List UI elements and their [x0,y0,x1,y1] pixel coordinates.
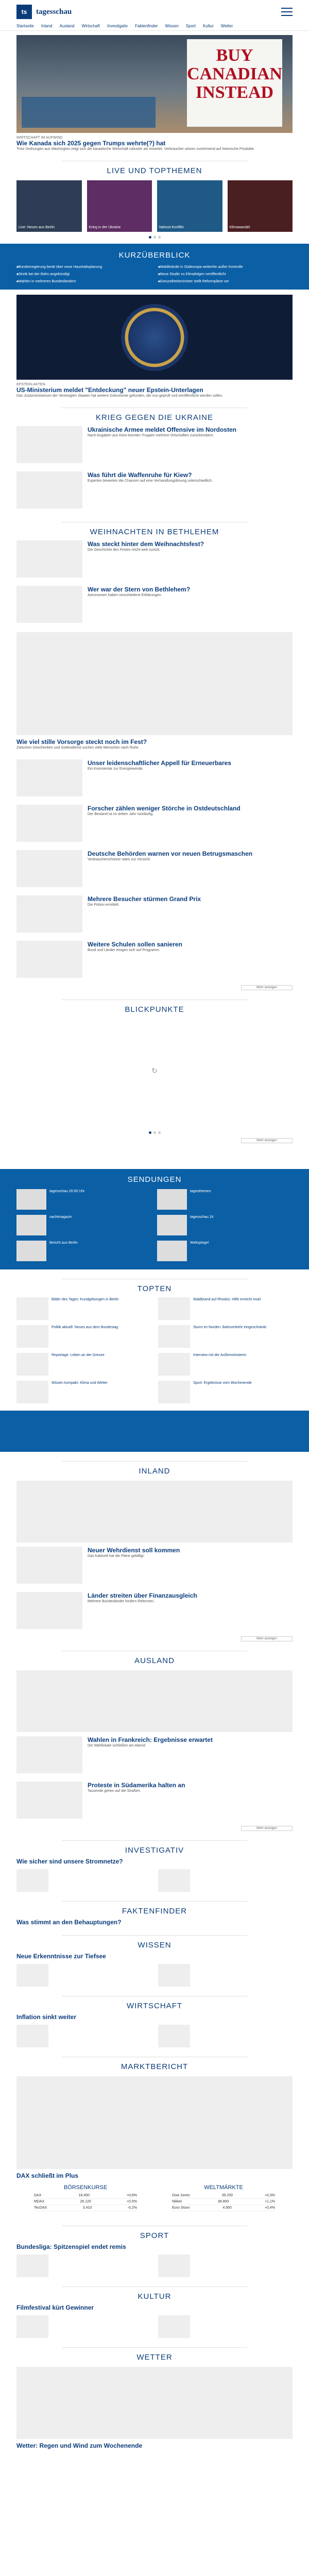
section-lead[interactable]: Wie sicher sind unsere Stromnetze? [16,1858,123,1865]
seal-image[interactable] [16,295,293,380]
section-title: BLICKPUNKTE [125,1005,184,1014]
item-title[interactable]: Weitere Schulen sollen sanieren [88,941,182,948]
video-card[interactable] [158,2255,293,2277]
nav-item[interactable]: Inland [41,24,53,28]
hero-title[interactable]: Wie Kanada sich 2025 gegen Trumps wehrte(?) hat [16,140,166,147]
site-header [0,0,309,24]
nav-item[interactable]: Sport [185,24,196,28]
blickpunkte-loading [0,1014,309,1127]
carousel-dots[interactable] [0,1131,309,1134]
kurz-item[interactable]: ■ Streik bei der Bahn angekündigt [16,272,151,277]
krieg-head [0,398,309,422]
item-title[interactable]: Mehrere Besucher stürmen Grand Prix [88,895,201,903]
section-title: MARKTBERICHT [121,2062,188,2071]
section-title: WETTER [136,2353,173,2362]
more-button[interactable]: Mehr anzeigen [241,985,293,990]
blickpunkte-head [0,990,309,1014]
sign-graphic: BUY CANADIAN INSTEAD [187,39,282,127]
spinner-icon: ↻ [151,1066,158,1075]
index-row[interactable]: Euro Stoxx 4.950 +0,4% [172,2205,275,2211]
item-teaser: Die Geschichte des Festes reicht weit zurück. [88,548,161,552]
nav-item[interactable]: Wirtschaft [81,24,100,28]
video-card[interactable] [16,2255,151,2277]
index-row[interactable]: DAX 18.450 +0,8% [34,2193,137,2199]
kurz-item[interactable]: ■ Waldbrände in Südeuropa weiterhin außer Kontrolle [158,265,293,270]
wetter-image[interactable] [16,2367,293,2439]
section-title: TOPTEN [137,1284,172,1293]
item-teaser: Ein Kommentar zur Energiewende. [88,767,144,771]
story-title[interactable]: US-Ministerium meldet "Entdeckung" neuer Epstein-Unterlagen [16,386,203,394]
sendung-card[interactable]: tagesschau 24 [157,1215,293,1235]
seal-graphic [121,304,188,371]
inland-feature-image[interactable] [16,1481,293,1543]
index-row[interactable]: Dow Jones 39.200 +0,3% [172,2193,275,2199]
nav-item[interactable]: Wissen [165,24,179,28]
item-teaser: Astronomen haben verschiedene Erklärungen. [88,594,162,597]
logo[interactable]: ts [16,5,32,19]
video-card[interactable] [16,2315,151,2338]
ausland-feature-image[interactable] [16,1670,293,1732]
video-card[interactable] [16,2025,151,2047]
thumbnail [16,586,82,623]
item-title[interactable]: Unser leidenschaftlicher Appell für Erneuerbares [88,759,231,767]
list-item[interactable] [0,891,309,937]
section-title: SPORT [140,2231,169,2240]
sendungen-box [0,1169,309,1269]
thumbnail [157,1241,187,1261]
hero-image[interactable] [16,35,293,133]
topthemen-carousel [0,180,309,232]
topthemen-card[interactable]: Nahost-Konflikt [157,180,222,232]
video-card[interactable] [158,2025,293,2047]
thumbnail [16,540,82,578]
investigativ-head [0,1831,309,1855]
hero-text [0,133,309,151]
list-item[interactable] [0,801,309,846]
list-item[interactable] [0,755,309,801]
sendung-card[interactable]: tagesthemen [157,1189,293,1210]
topthemen-head [0,151,309,175]
thumbnail [16,895,82,933]
thumbnail [16,941,82,978]
video-card[interactable] [158,1964,293,1987]
more-button[interactable]: Mehr anzeigen [241,1826,293,1831]
video-card[interactable] [16,1964,151,1987]
list-item[interactable]: Wahlen in Frankreich: Ergebnisse erwartet Die Wahllokale schließen am Abend. [0,1732,309,1777]
video-grid [0,1297,309,1403]
ausland-head [0,1641,309,1665]
kurzueberblick-box [0,244,309,290]
thumbnail [157,1215,187,1235]
topthemen-card[interactable]: Klimawandel [228,180,293,232]
markt-image[interactable] [16,2076,293,2169]
nav-item[interactable]: Wetter [220,24,233,28]
section-lead[interactable]: Inflation sinkt weiter [16,2013,77,2021]
weihnachten-head [0,513,309,536]
item-teaser: Bund und Länder einigen sich auf Programm. [88,948,160,952]
promo-banner[interactable] [0,1411,309,1452]
section-title: WIRTSCHAFT [126,2002,183,2010]
item-title[interactable]: Deutsche Behörden warnen vor neuen Betrugsmaschen [88,850,253,857]
list-item[interactable]: Proteste in Südamerika halten an Tausende gehen auf die Straßen. [0,1777,309,1823]
boersenkurse: BÖRSENKURSE DAX 18.450 +0,8% MDAX 26.120 +0,5% TecDAX 3.410 -0,2% [34,2184,137,2211]
feature-teaser: Zwischen Geschenken und Gottesdienst suchen viele Menschen nach Ruhe. [16,746,140,750]
index-row[interactable]: Nikkei 38.800 +1,1% [172,2199,275,2205]
section-title: AUSLAND [134,1656,175,1665]
sendung-card[interactable]: Weltspiegel [157,1241,293,1261]
item-teaser: Experten bewerten die Chancen auf eine Verhandlungslösung unterschiedlich. [88,479,213,483]
sport-head [0,2216,309,2240]
section-lead[interactable]: Filmfestival kürt Gewinner [16,2304,94,2311]
section-lead[interactable]: DAX schließt im Plus [16,2172,79,2179]
kurz-item[interactable]: ■ Gesundheitsminister stellt Reformpläne vor [158,279,293,284]
section-title: INLAND [139,1467,170,1476]
sendung-card[interactable]: tagesschau 20:00 Uhr [16,1189,152,1210]
video-card[interactable] [158,2315,293,2338]
main-nav [0,24,309,31]
section-lead[interactable]: Neue Erkenntnisse zur Tiefsee [16,1953,106,1960]
section-title: SENDUNGEN [127,1175,182,1184]
thumbnail [16,805,82,842]
thumbnail [157,1189,187,1210]
kultur-head [0,2277,309,2301]
list-item[interactable]: Neuer Wehrdienst soll kommen Das Kabinett hat die Pläne gebilligt. [0,1543,309,1588]
section-title: FAKTENFINDER [122,1907,187,1916]
section-title: KURZÜBERBLICK [118,251,191,260]
feature-image[interactable] [16,632,293,735]
video-card[interactable]: Interview mit der Außenministerin [158,1353,293,1376]
index-row[interactable]: TecDAX 3.410 -0,2% [34,2205,137,2211]
item-title[interactable]: Ukrainische Armee meldet Offensive im Nordosten [88,426,236,433]
wirtschaft-head [0,1987,309,2010]
nav-item[interactable]: Ausland [59,24,75,28]
shelf-graphic [22,97,156,128]
menu-icon[interactable] [281,8,293,16]
nav-item[interactable]: Startseite [16,24,34,28]
hero-kicker: WIRTSCHAFT IM AUFWIND [16,136,63,140]
thumbnail [16,850,82,887]
thumbnail [16,1189,46,1210]
list-item[interactable]: Länder streiten über Finanzausgleich Mehrere Bundesländer fordern Reformen. [0,1588,309,1633]
markt-head [0,2047,309,2071]
weltmaerkte: WELTMÄRKTE Dow Jones 39.200 +0,3% Nikkei 38.800 +1,1% Euro Stoxx 4.950 +0,4% [172,2184,275,2211]
markets [0,2179,309,2216]
list-item[interactable] [0,846,309,891]
item-title[interactable]: Was steckt hinter dem Weihnachtsfest? [88,540,204,548]
item-teaser: Die Polizei ermittelt. [88,903,119,907]
kurz-item[interactable]: ■ Neue Studie zu Klimafolgen veröffentlicht [158,272,293,277]
section-title: WEIHNACHTEN IN BETHLEHEM [90,528,219,536]
video-card[interactable] [158,1869,293,1892]
thumbnail [16,1215,46,1235]
list-item[interactable] [0,937,309,982]
nav-item[interactable]: Faktenfinder [135,24,158,28]
inland-head [0,1452,309,1476]
thumbnail [16,1241,46,1261]
more-button[interactable]: Mehr anzeigen [241,1138,293,1143]
item-teaser: Der Bestand ist im dritten Jahr rückläufig. [88,812,153,816]
video-card[interactable]: Politik aktuell: Neues aus dem Bundestag [16,1325,151,1348]
story-teaser: Das Justizministerium der Vereinigten Staaten hat weitere Dokumente gefunden, die nun geprüft und veröffentlicht werden sollen. [16,394,224,398]
nav-item[interactable]: Kultur [202,24,214,28]
carousel-dots[interactable] [0,236,309,239]
video-card[interactable]: Waldbrand auf Rhodos: Hilfe erreicht Insel [158,1297,293,1320]
wissen-head [0,1926,309,1950]
item-title[interactable]: Was führt die Waffenruhe für Kiew? [88,471,192,479]
video-card[interactable] [16,1869,151,1892]
sendung-card[interactable]: Bericht aus Berlin [16,1241,152,1261]
nav-item[interactable]: Investigativ [107,24,128,28]
section-title: LIVE UND TOPTHEMEN [107,166,202,175]
logo-text[interactable]: tagesschau [36,7,72,16]
item-title[interactable]: Wer war der Stern von Bethlehem? [88,586,191,593]
topthemen-card[interactable]: Live: Neues aus Berlin [16,180,82,232]
story-kicker: EPSTEIN-AKTEN [16,383,45,386]
section-title: KULTUR [138,2292,171,2301]
item-title[interactable]: Forscher zählen weniger Störche in Ostdeutschland [88,805,241,812]
list-item[interactable] [0,536,309,582]
video-card[interactable]: Reportage: Leben an der Grenze [16,1353,151,1376]
seal-story-text [0,380,309,398]
section-lead[interactable]: Was stimmt an den Behauptungen? [16,1919,122,1926]
list-item[interactable] [0,467,309,513]
section-lead[interactable]: Wetter: Regen und Wind zum Wochenende [16,2442,143,2449]
topten-head [0,1269,309,1293]
feature-title[interactable]: Wie viel stille Vorsorge steckt noch im Fest? [16,738,147,745]
kurz-item[interactable]: ■ Bundesregierung berät über neue Haushaltsplanung [16,265,151,270]
section-lead[interactable]: Bundesliga: Spitzenspiel endet remis [16,2243,126,2250]
item-teaser: Nach Angaben aus Kiew konnten Truppen mehrere Ortschaften zurückerobern. [88,434,214,437]
hero-teaser: Trotz Drohungen aus Washington zeigt sich die kanadische Wirtschaft robuster als erwartet. Verbraucher setzen zunehmend auf heimische Produkte. [16,147,255,151]
list-item[interactable] [0,422,309,467]
topthemen-card[interactable]: Krieg in der Ukraine [87,180,152,232]
section-title: KRIEG GEGEN DIE UKRAINE [95,413,214,422]
faktenfinder-head [0,1892,309,1916]
video-card[interactable]: Sport: Ergebnisse vom Wochenende [158,1381,293,1403]
sendung-card[interactable]: nachtmagazin [16,1215,152,1235]
index-row[interactable]: MDAX 26.120 +0,5% [34,2199,137,2205]
thumbnail [16,759,82,796]
kurz-item[interactable]: ■ Wahlen in mehreren Bundesländern [16,279,151,284]
item-teaser: Verbraucherschützer raten zur Vorsicht. [88,858,151,861]
section-title: WISSEN [138,1941,171,1950]
wetter-head [0,2338,309,2362]
video-card[interactable]: Sturm im Norden: Bahnverkehr eingeschränkt [158,1325,293,1348]
thumbnail [16,426,82,463]
section-title: INVESTIGATIV [125,1846,184,1855]
list-item[interactable] [0,582,309,627]
thumbnail [16,471,82,509]
more-button[interactable]: Mehr anzeigen [241,1636,293,1641]
video-card[interactable]: Bilder des Tages: Kundgebungen in Berlin [16,1297,151,1320]
video-card[interactable]: Wissen kompakt: Klima und Wetter [16,1381,151,1403]
